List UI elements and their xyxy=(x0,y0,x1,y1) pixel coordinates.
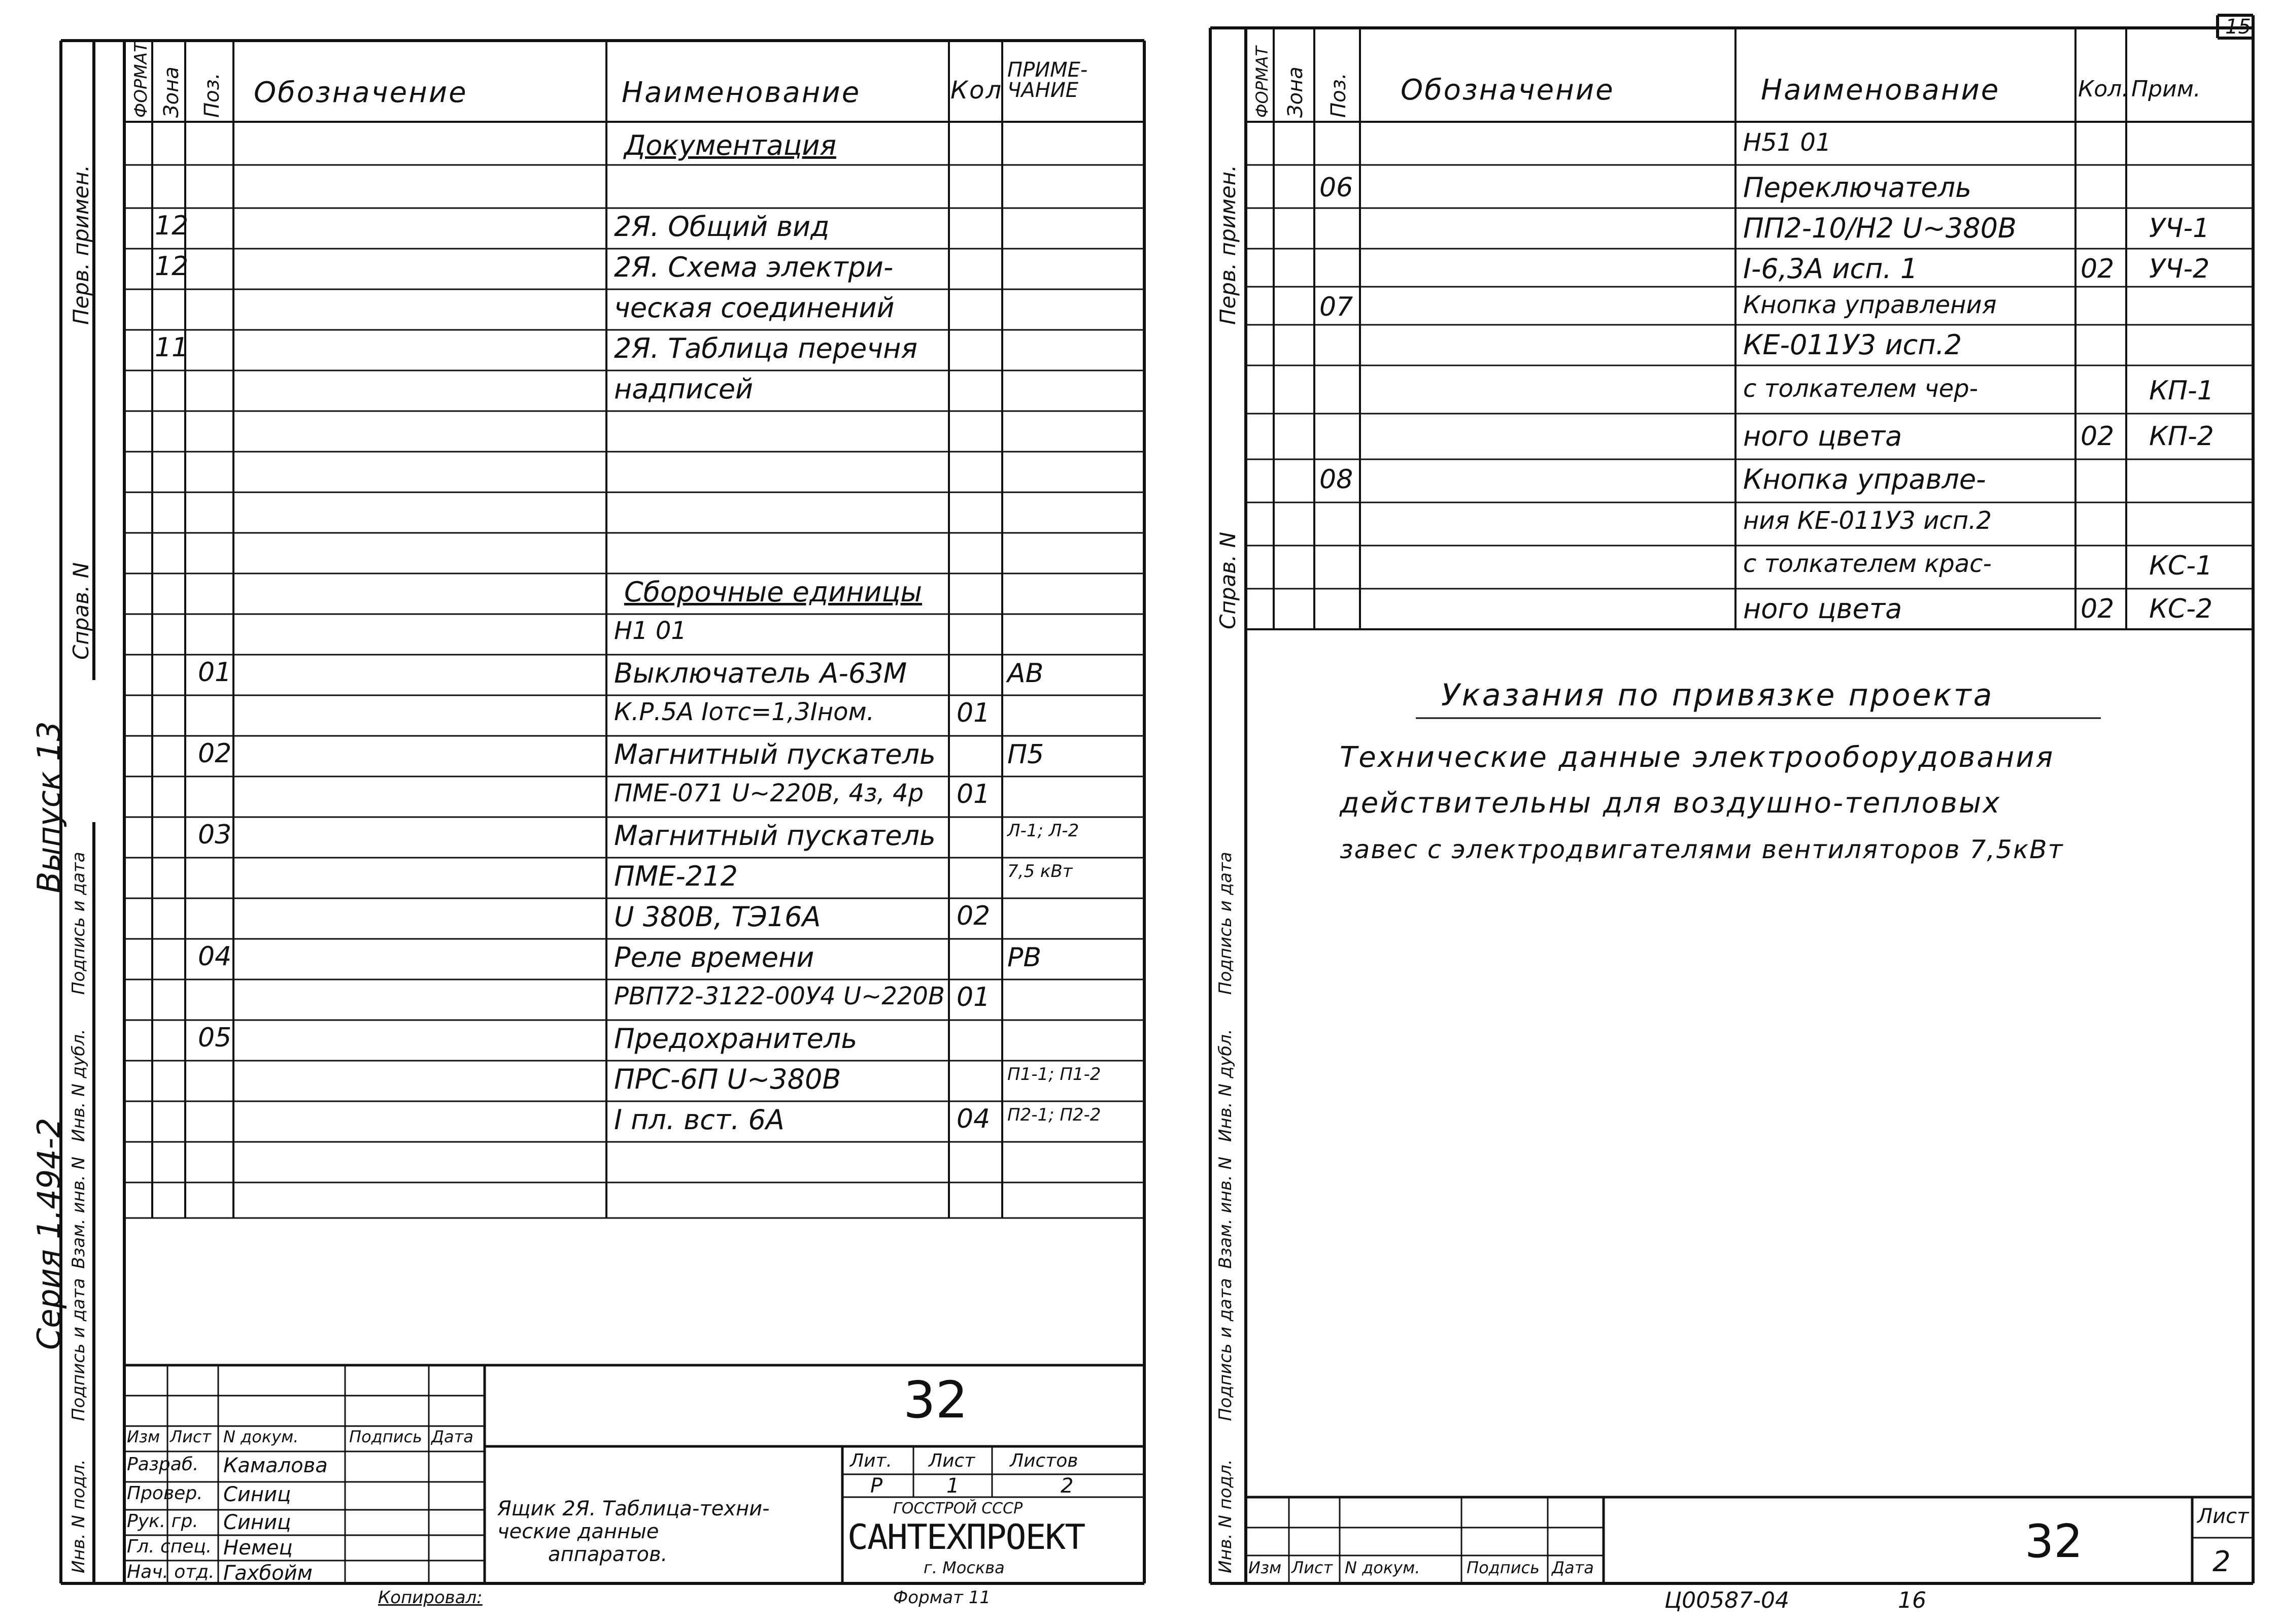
left-row-qty: 01 xyxy=(957,982,991,1012)
col-doc-no: N докум. xyxy=(223,1427,299,1446)
r-header-zone: Зона xyxy=(1284,66,1307,118)
left-row-note: 7,5 кВт xyxy=(1007,861,1073,882)
r-side-inv-dupl: Инв. N дубл. xyxy=(1215,1029,1236,1142)
right-row-qty: 02 xyxy=(2081,594,2115,624)
r-sheet-value: 2 xyxy=(2212,1545,2231,1578)
left-row-name: Магнитный пускатель xyxy=(614,738,936,770)
lit-value: Р xyxy=(870,1474,883,1498)
r-side-sign-date-2: Подпись и дата xyxy=(1215,1278,1236,1421)
instructions-line-1: Технические данные электрооборудования xyxy=(1340,741,2055,774)
person-role: Нач. отд. xyxy=(127,1562,215,1582)
left-row-note: РВ xyxy=(1007,942,1042,973)
left-row-qty: 04 xyxy=(957,1104,991,1134)
right-row-pos: 08 xyxy=(1319,464,1353,495)
right-row-name: I-6,3А исп. 1 xyxy=(1743,253,1918,285)
header-name: Наименование xyxy=(622,76,861,109)
right-row-pos: 06 xyxy=(1319,173,1353,203)
instructions-line-3: завес с электродвигателями вентиляторов 7,5кВт xyxy=(1340,835,2064,864)
org-name: САНТЕХПРОЕКТ xyxy=(847,1517,1085,1558)
sheets-value: 2 xyxy=(1061,1474,1074,1498)
r-header-pos: Поз. xyxy=(1327,73,1350,118)
corner-sheet-number: 15 xyxy=(2225,15,2251,39)
doc-title-line2: ческие данные xyxy=(497,1520,659,1543)
right-row-pos: 07 xyxy=(1319,292,1353,322)
person-name: Синиц xyxy=(223,1483,291,1506)
left-row-name: 2Я. Схема электри- xyxy=(614,251,894,283)
r-header-format: ФОРМАТ xyxy=(1252,46,1272,118)
r-header-designation: Обозначение xyxy=(1401,74,1615,107)
person-role: Гл. спец. xyxy=(127,1536,212,1557)
side-ref-no: Справ. N xyxy=(69,562,93,660)
right-row-name: ПП2-10/Н2 U~380В xyxy=(1743,212,2017,244)
r-side-first-use: Перв. примен. xyxy=(1215,164,1240,325)
right-row-note: КП-1 xyxy=(2149,376,2214,406)
instructions-title: Указания по привязке проекта xyxy=(1441,678,1994,713)
header-format: ФОРМАТ xyxy=(131,42,151,118)
r-col-signature: Подпись xyxy=(1467,1558,1540,1577)
left-row-name: Сборочные единицы xyxy=(624,576,923,608)
r-side-ref-no: Справ. N xyxy=(1215,531,1240,629)
person-role: Рук. гр. xyxy=(127,1511,198,1532)
footer-num: 16 xyxy=(1898,1587,1926,1613)
right-row-note: УЧ-2 xyxy=(2149,254,2210,284)
r-col-sheet: Лист xyxy=(1291,1558,1333,1577)
r-header-note: Прим. xyxy=(2131,76,2201,102)
left-row-name: Выключатель А-63М xyxy=(614,657,907,689)
left-row-pos: 03 xyxy=(198,820,232,850)
side-series: Серия 1.494-2 xyxy=(30,1118,67,1350)
header-note-line2: ЧАНИЕ xyxy=(1007,79,1079,102)
header-designation: Обозначение xyxy=(254,76,468,109)
right-row-note: КС-1 xyxy=(2149,551,2213,581)
instructions-line-2: действительны для воздушно-тепловых xyxy=(1340,787,2001,820)
left-row-name: U 380В, ТЭ16А xyxy=(614,901,821,933)
left-row-name: Магнитный пускатель xyxy=(614,820,936,852)
left-row-name: Н1 01 xyxy=(614,617,687,645)
r-col-doc-no: N докум. xyxy=(1345,1558,1420,1577)
right-row-name: Н51 01 xyxy=(1743,128,1831,157)
left-row-pos: 01 xyxy=(198,657,232,688)
left-row-name: 2Я. Таблица перечня xyxy=(614,332,917,364)
left-row-pos: 04 xyxy=(198,941,232,972)
org-city: г. Москва xyxy=(924,1558,1005,1577)
header-note-line1: ПРИМЕ- xyxy=(1007,58,1088,82)
left-row-format: 12 xyxy=(155,251,189,282)
right-row-name: КЕ-011У3 исп.2 xyxy=(1743,329,1962,361)
right-row-qty: 02 xyxy=(2081,254,2115,284)
left-row-name: ПРС-6П U~380В xyxy=(614,1063,841,1095)
side-first-use: Перв. примен. xyxy=(69,164,93,325)
person-name: Камалова xyxy=(223,1454,328,1477)
side-inv-orig: Инв. N подл. xyxy=(69,1459,89,1573)
sheets-label: Листов xyxy=(1010,1450,1078,1471)
left-row-name: I пл. вст. 6А xyxy=(614,1104,785,1136)
person-name: Гахбойм xyxy=(223,1562,313,1585)
side-sign-date-2: Подпись и дата xyxy=(69,1278,89,1421)
right-row-name: с толкателем чер- xyxy=(1743,375,1978,403)
header-zone: Зона xyxy=(160,66,183,118)
left-row-format: 11 xyxy=(155,332,189,363)
r-header-name: Наименование xyxy=(1761,74,2000,107)
left-row-note: П5 xyxy=(1007,739,1044,770)
r-side-sign-date-1: Подпись и дата xyxy=(1215,852,1236,995)
left-row-note: АВ xyxy=(1007,658,1044,689)
left-row-name: РВП72-3122-00У4 U~220В xyxy=(614,982,945,1010)
right-row-name: Кнопка управле- xyxy=(1743,463,1986,495)
person-name: Синиц xyxy=(223,1511,291,1534)
left-row-note: П1-1; П1-2 xyxy=(1007,1064,1101,1085)
left-row-qty: 01 xyxy=(957,779,991,809)
left-row-format: 12 xyxy=(155,211,189,241)
right-row-note: УЧ-1 xyxy=(2149,213,2210,244)
left-row-note: Л-1; Л-2 xyxy=(1007,821,1079,841)
side-replace-inv: Взам. инв. N xyxy=(69,1157,89,1269)
left-row-note: П2-1; П2-2 xyxy=(1007,1105,1101,1125)
left-row-name: ПМЕ-212 xyxy=(614,860,738,892)
left-row-name: Реле времени xyxy=(614,941,814,973)
left-row-name: Документация xyxy=(624,129,836,161)
doc-title-line1: Ящик 2Я. Таблица-техни- xyxy=(497,1497,770,1520)
doc-title-line3: аппаратов. xyxy=(548,1543,668,1566)
footer-code: Ц00587-04 xyxy=(1664,1587,1789,1613)
left-row-name: Предохранитель xyxy=(614,1023,858,1055)
left-row-name: К.Р.5А Iотс=1,3Iном. xyxy=(614,698,874,726)
r-side-inv-orig: Инв. N подл. xyxy=(1215,1459,1236,1573)
right-row-name: Кнопка управления xyxy=(1743,291,1997,319)
r-sheet-label: Лист xyxy=(2197,1505,2249,1528)
left-row-name: ческая соединений xyxy=(614,292,895,324)
r-header-qty: Кол. xyxy=(2078,76,2129,102)
left-row-name: ПМЕ-071 U~220В, 4з, 4р xyxy=(614,779,924,807)
col-sheet: Лист xyxy=(170,1427,212,1446)
sheet-value: 1 xyxy=(946,1474,960,1498)
left-row-qty: 02 xyxy=(957,901,991,931)
r-side-replace-inv: Взам. инв. N xyxy=(1215,1157,1236,1269)
lit-label: Лит. xyxy=(850,1450,892,1471)
r-col-date: Дата xyxy=(1552,1558,1594,1577)
right-row-name: ного цвета xyxy=(1743,420,1902,452)
r-col-change: Изм xyxy=(1248,1558,1282,1577)
right-row-qty: 02 xyxy=(2081,421,2115,452)
left-row-name: 2Я. Общий вид xyxy=(614,211,830,243)
sheet-label: Лист xyxy=(929,1450,975,1471)
side-inv-dupl: Инв. N дубл. xyxy=(69,1029,89,1142)
right-row-name: ния КЕ-011У3 исп.2 xyxy=(1743,506,1992,535)
col-date: Дата xyxy=(431,1427,473,1446)
person-role: Провер. xyxy=(127,1483,203,1504)
col-change: Изм xyxy=(127,1427,160,1446)
right-row-name: ного цвета xyxy=(1743,593,1902,625)
side-sign-date-1: Подпись и дата xyxy=(69,852,89,995)
header-pos: Поз. xyxy=(200,73,224,118)
person-role: Разраб. xyxy=(127,1454,199,1475)
right-row-name: Переключатель xyxy=(1743,172,1971,204)
left-row-qty: 01 xyxy=(957,698,991,728)
right-row-name: с толкателем крас- xyxy=(1743,550,1992,578)
title-block-code: 32 xyxy=(903,1370,968,1430)
org-top: ГОССТРОЙ СССР xyxy=(893,1500,1023,1517)
format-label: Формат 11 xyxy=(893,1587,991,1608)
side-issue: Выпуск 13 xyxy=(30,721,67,893)
person-name: Немец xyxy=(223,1536,293,1560)
col-signature: Подпись xyxy=(349,1427,422,1446)
right-row-note: КП-2 xyxy=(2149,421,2214,452)
right-row-note: КС-2 xyxy=(2149,594,2213,624)
left-row-pos: 05 xyxy=(198,1023,232,1053)
copied-label: Копировал: xyxy=(378,1587,483,1608)
header-qty: Кол xyxy=(950,76,1003,105)
r-title-block-code: 32 xyxy=(2025,1515,2083,1568)
left-row-name: надписей xyxy=(614,373,754,405)
left-row-pos: 02 xyxy=(198,738,232,769)
